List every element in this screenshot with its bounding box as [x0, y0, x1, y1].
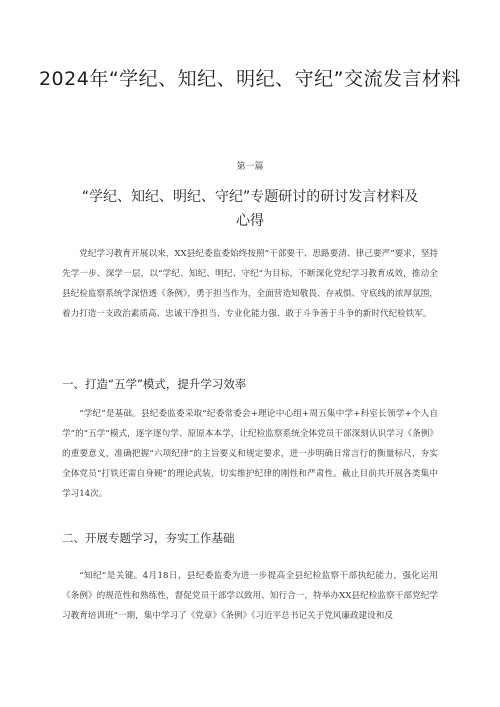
paragraph-zhiji: “知纪”是关键。4月18日，县纪委监委为进一步提高全县纪检监察干部执纪能力，强化运用《条例》的规范性和熟练性，督促党员干部学以致用、知行合一，特举办XX县纪检监察干部党纪学习教育培训班”一期，集中学习了《党章》《条例》《习近平总书记关于党风廉政建设和反 [62, 571, 438, 621]
paragraph-xueji: “学纪”是基础。县纪委监委采取“纪委常委会+理论中心组+周五集中学+科室长领学+个人自学”的“五学”模式，逐字逐句学、原原本本学，让纪检监察系统全体党员干部深刻认识学习《条例》的重要意义，准确把握“六项纪律”的主旨要义和规定要求，进一步明确日常言行的衡量标尺，夯实全体党员“打铁还需自身硬”的理论武装，切实维护纪律的刚性和严肃性。截止目前共开展各类集中学习14次。 [62, 409, 438, 499]
paragraph-intro: 党纪学习教育开展以来，XX县纪委监委始终按照“干部要干、思路要清、律己要严”要求，坚持先学一步、深学一层，以“学纪、知纪、明纪、守纪”为目标，不断深化党纪学习教育成效，推动全县纪检监察系统学深悟透《条例》，勇于担当作为，全面营造知敬畏、存戒惧、守底线的浓厚氛围，着力打造一支政治素质高、忠诚干净担当、专业化能力强、敢于斗争善于斗争的新时代纪检铁军。 [62, 249, 438, 319]
document-title: 2024年“学纪、知纪、明纪、守纪”交流发言材料 [38, 68, 462, 90]
section-title: “学纪、知纪、明纪、守纪”专题研讨的研讨发言材料及心得 [81, 189, 419, 229]
heading-two: 二、开展专题学习，夯实工作基础 [62, 531, 235, 545]
heading-one: 一、打造“五学”模式，提升学习效率 [62, 377, 247, 391]
chapter-label: 第一篇 [236, 162, 264, 172]
